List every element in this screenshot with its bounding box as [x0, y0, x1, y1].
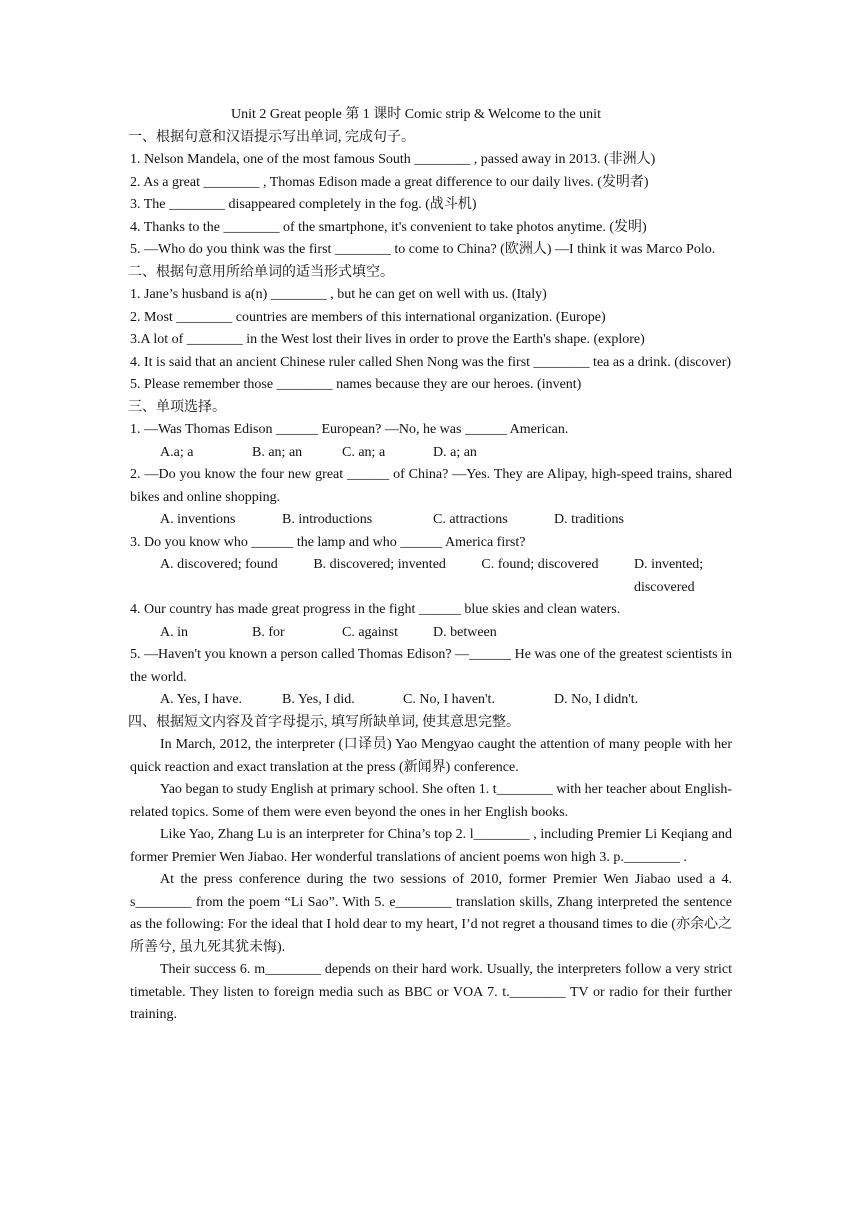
q4-option-a: A. in	[160, 624, 188, 640]
q2-option-d: D. traditions	[554, 512, 624, 527]
q2-options	[130, 509, 732, 532]
q4-stem: 4. Our country has made great progress in the fight ______ blue skies and clean waters.	[130, 602, 621, 617]
s2-item-5: 5. Please remember those ________ names because they are our heroes. (invent)	[130, 377, 582, 392]
q1-stem: 1. —Was Thomas Edison ______ European? —No, he was ______ American.	[130, 422, 569, 437]
worksheet	[130, 104, 732, 1027]
q3-option-a: A. discovered; found	[160, 557, 278, 572]
passage-paragraph-2: Yao began to study English at primary school. She often 1. t________ with her teacher about English-related topics. Some of them were even beyond the ones in her English books.	[130, 782, 732, 820]
q3-option-c: C. found; discovered	[481, 557, 599, 572]
s2-item-3: 3.A lot of ________ in the West lost their lives in order to prove the Earth's shape. (explore)	[130, 332, 645, 347]
passage-paragraph-5: Their success 6. m________ depends on their hard work. Usually, the interpreters follow a very strict timetable. They listen to foreign media such as BBC or VOA 7. t.________ TV or radio for their further training.	[130, 962, 732, 1022]
q3-stem: 3. Do you know who ______ the lamp and who ______ America first?	[130, 534, 526, 550]
passage-paragraph-4: At the press conference during the two sessions of 2010, former Premier Wen Jiabao used a 4. s________ from the poem “Li Sao”. With 5. e________ translation skills, Zhang interpreted the sentence as the following: For the ideal that I hold dear to my heart, I’d not regret a thousand times to die (亦余心之所善兮, 虽九死其犹未悔).	[130, 872, 732, 955]
q5-option-b: B. Yes, I did.	[282, 692, 355, 707]
q5-option-d: D. No, I didn't.	[554, 692, 639, 707]
s2-item-2: 2. Most ________ countries are members of this international organization. (Europe)	[130, 309, 606, 325]
s2-item-1: 1. Jane’s husband is a(n) ________ , but he can get on well with us. (Italy)	[130, 287, 547, 302]
q1-option-d: D. a; an	[433, 444, 477, 460]
q2-stem: 2. —Do you know the four new great ______ of China? —Yes. They are Alipay, high-speed trains, shared bikes and online shopping.	[130, 467, 732, 505]
q1-option-a: A.a; a	[160, 444, 194, 460]
q1-option-b: B. an; an	[252, 444, 303, 460]
q4-option-b: B. for	[252, 624, 285, 640]
q3-options	[130, 554, 732, 599]
q2-option-c: C. attractions	[433, 512, 508, 527]
passage-paragraph-1: In March, 2012, the interpreter (口译员) Yao Mengyao caught the attention of many people with her quick reaction and exact translation at the press (新闻界) conference.	[130, 737, 732, 775]
q5-option-c: C. No, I haven't.	[403, 692, 495, 707]
section-4-heading: 四、根据短文内容及首字母提示, 填写所缺单词, 使其意思完整。	[128, 714, 520, 730]
passage-paragraph-3: Like Yao, Zhang Lu is an interpreter for China’s top 2. l________ , including Premier Li Keqiang and former Premier Wen Jiabao. Her wonderful translations of ancient poems won high 3. p.________ .	[130, 827, 732, 865]
q4-option-d: D. between	[433, 624, 497, 640]
q5-option-a: A. Yes, I have.	[160, 692, 243, 707]
q1-options	[130, 442, 732, 465]
page-title: Unit 2 Great people 第 1 课时 Comic strip & Welcome to the unit	[231, 107, 601, 122]
section-2-heading: 二、根据句意用所给单词的适当形式填空。	[128, 264, 394, 280]
section-1-heading: 一、根据句意和汉语提示写出单词, 完成句子。	[128, 129, 415, 145]
q3-option-d: D. invented; discovered	[633, 557, 704, 595]
section-3-heading: 三、单项选择。	[128, 399, 226, 415]
s1-item-4: 4. Thanks to the ________ of the smartphone, it's convenient to take photos anytime. (发明)	[130, 219, 647, 235]
q1-option-c: C. an; a	[342, 444, 386, 460]
s1-item-5: 5. —Who do you think was the first ________ to come to China? (欧洲人) —I think it was Marco Polo.	[130, 242, 716, 257]
s1-item-2: 2. As a great ________ , Thomas Edison made a great difference to our daily lives. (发明者)	[130, 174, 649, 190]
q3-option-b: B. discovered; invented	[313, 557, 446, 572]
s1-item-1: 1. Nelson Mandela, one of the most famous South ________ , passed away in 2013. (非洲人)	[130, 152, 656, 167]
s2-item-4: 4. It is said that an ancient Chinese ruler called Shen Nong was the first ________ tea as a drink. (discover)	[130, 354, 732, 370]
s1-item-3: 3. The ________ disappeared completely in the fog. (战斗机)	[130, 197, 477, 212]
q2-option-b: B. introductions	[282, 512, 373, 527]
q4-option-c: C. against	[342, 624, 398, 640]
q4-options	[130, 622, 732, 645]
q5-stem: 5. —Haven't you known a person called Thomas Edison? —______ He was one of the greatest scientists in the world.	[130, 647, 732, 685]
q5-options	[130, 689, 732, 712]
q2-option-a: A. inventions	[160, 512, 236, 527]
